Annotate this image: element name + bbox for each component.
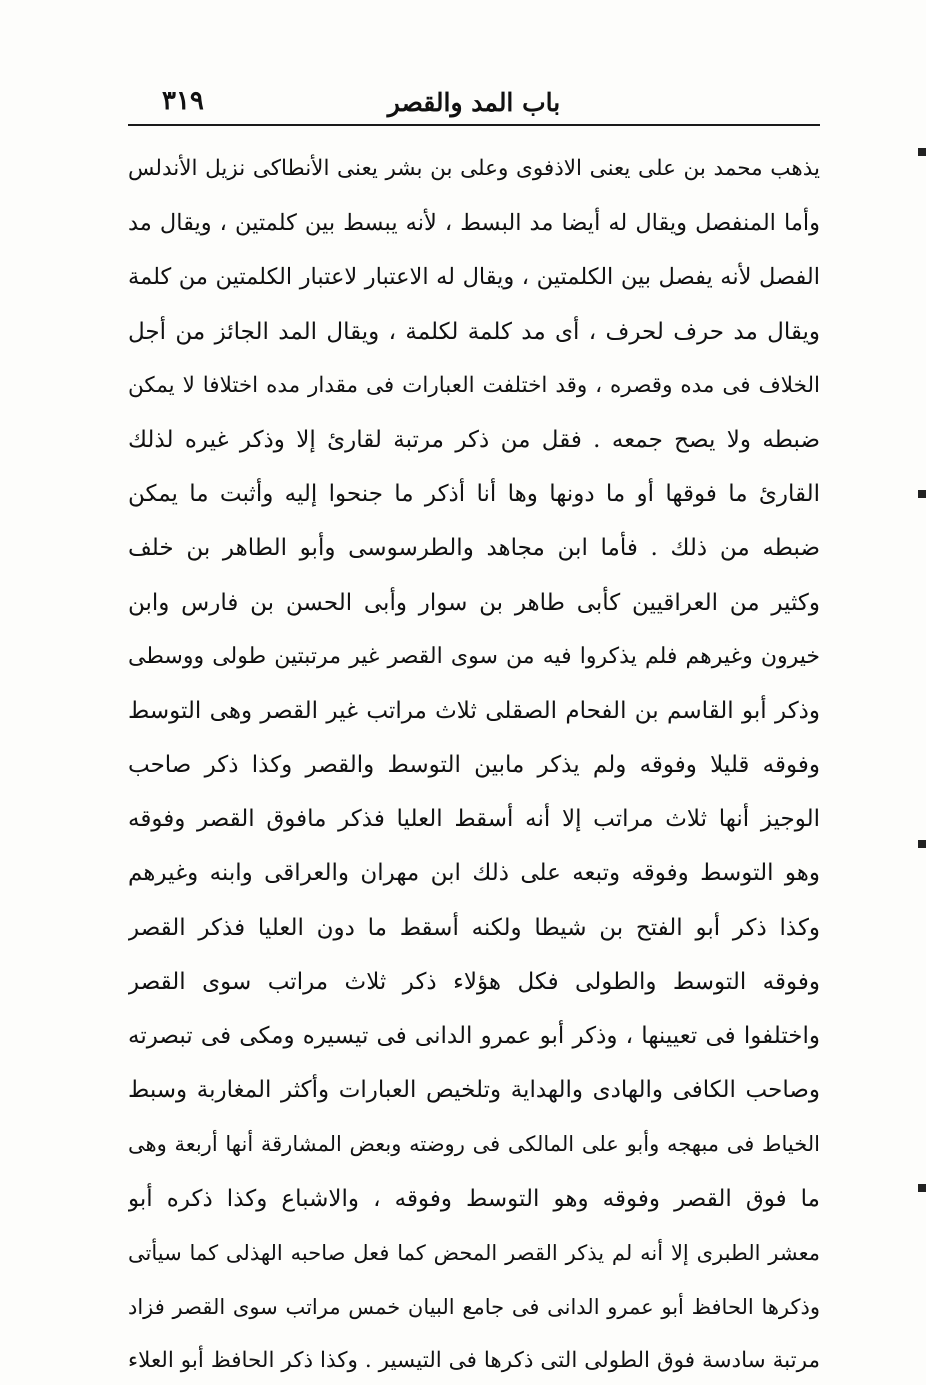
scan-edge-mark <box>918 840 926 848</box>
text-line: وذكر أبو القاسم بن الفحام الصقلى ثلاث مراتب غير القصر وهى التوسط <box>128 697 820 724</box>
header-rule <box>128 124 820 126</box>
text-line: الخلاف فى مده وقصره ، وقد اختلفت العبارات فى مقدار مده اختلافا لا يمكن <box>128 372 820 398</box>
text-line: مرتبة سادسة فوق الطولى التى ذكرها فى التيسير . وكذا ذكر الحافظ أبو العلاء <box>128 1348 820 1374</box>
body-text <box>128 142 820 1388</box>
page-number: ٣١٩ <box>162 86 204 116</box>
text-line: واختلفوا فى تعيينها ، وذكر أبو عمرو الدانى فى تيسيره ومكى فى تبصرته <box>128 1023 820 1049</box>
text-line: الخياط فى مبهجه وأبو على المالكى فى روضته وبعض المشارقة أنها أربعة وهى <box>128 1132 820 1157</box>
text-line: وكثير من العراقيين كأبى طاهر بن سوار وأبى الحسن بن فارس وابن <box>128 589 820 616</box>
text-line: ضبطه ولا يصح جمعه . فقل من ذكر مرتبة لقارئ إلا وذكر غيره لذلك <box>128 426 820 453</box>
running-head <box>128 78 820 122</box>
scan-edge-mark <box>918 490 926 498</box>
text-line: خيرون وغيرهم فلم يذكروا فيه من سوى القصر غير مرتبتين طولى ووسطى <box>128 643 820 669</box>
text-line: يذهب محمد بن على يعنى الاذفوى وعلى بن بشر يعنى الأنطاكى نزيل الأندلس <box>128 156 820 181</box>
text-line: وكذا ذكر أبو الفتح بن شيطا ولكنه أسقط ما دون العليا فذكر القصر <box>128 914 820 941</box>
text-line: ما فوق القصر وفوقه وهو التوسط وفوقه ، والاشباع وكذا ذكره أبو <box>128 1185 820 1212</box>
text-line: وصاحب الكافى والهادى والهداية وتلخيص العبارات وأكثر المغاربة وسبط <box>128 1077 820 1104</box>
text-line: القارئ ما فوقها أو ما دونها وها أنا أذكر ما جنحوا إليه وأثبت ما يمكن <box>128 481 820 508</box>
text-line: وفوقه قليلا وفوقه ولم يذكر مابين التوسط والقصر وكذا ذكر صاحب <box>128 752 820 779</box>
text-line: وأما المنفصل ويقال له أيضا مد البسط ، لأنه يبسط بين كلمتين ، ويقال مد <box>128 210 820 237</box>
scan-edge-mark <box>918 148 926 156</box>
text-line: وفوقه التوسط والطولى فكل هؤلاء ذكر ثلاث مراتب سوى القصر <box>128 968 820 995</box>
text-line: الوجيز أنها ثلاث مراتب إلا أنه أسقط العليا فذكر مافوق القصر وفوقه <box>128 806 820 833</box>
text-line: معشر الطبرى إلا أنه لم يذكر القصر المحض كما فعل صاحبه الهذلى كما سيأتى <box>128 1240 820 1265</box>
text-line: ويقال مد حرف لحرف ، أى مد كلمة لكلمة ، ويقال المد الجائز من أجل <box>128 318 820 345</box>
text-line: وذكرها الحافظ أبو عمرو الدانى فى جامع البيان خمس مراتب سوى القصر فزاد <box>128 1294 820 1319</box>
chapter-title: باب المد والقصر <box>387 88 561 117</box>
text-line: ضبطه من ذلك . فأما ابن مجاهد والطرسوسى وأبو الطاهر بن خلف <box>128 535 820 562</box>
scan-edge-mark <box>918 1184 926 1192</box>
text-line: الفصل لأنه يفصل بين الكلمتين ، ويقال له الاعتبار لاعتبار الكلمتين من كلمة <box>128 264 820 291</box>
text-line: وهو التوسط وفوقه وتبعه على ذلك ابن مهران والعراقى وابنه وغيرهم <box>128 860 820 887</box>
